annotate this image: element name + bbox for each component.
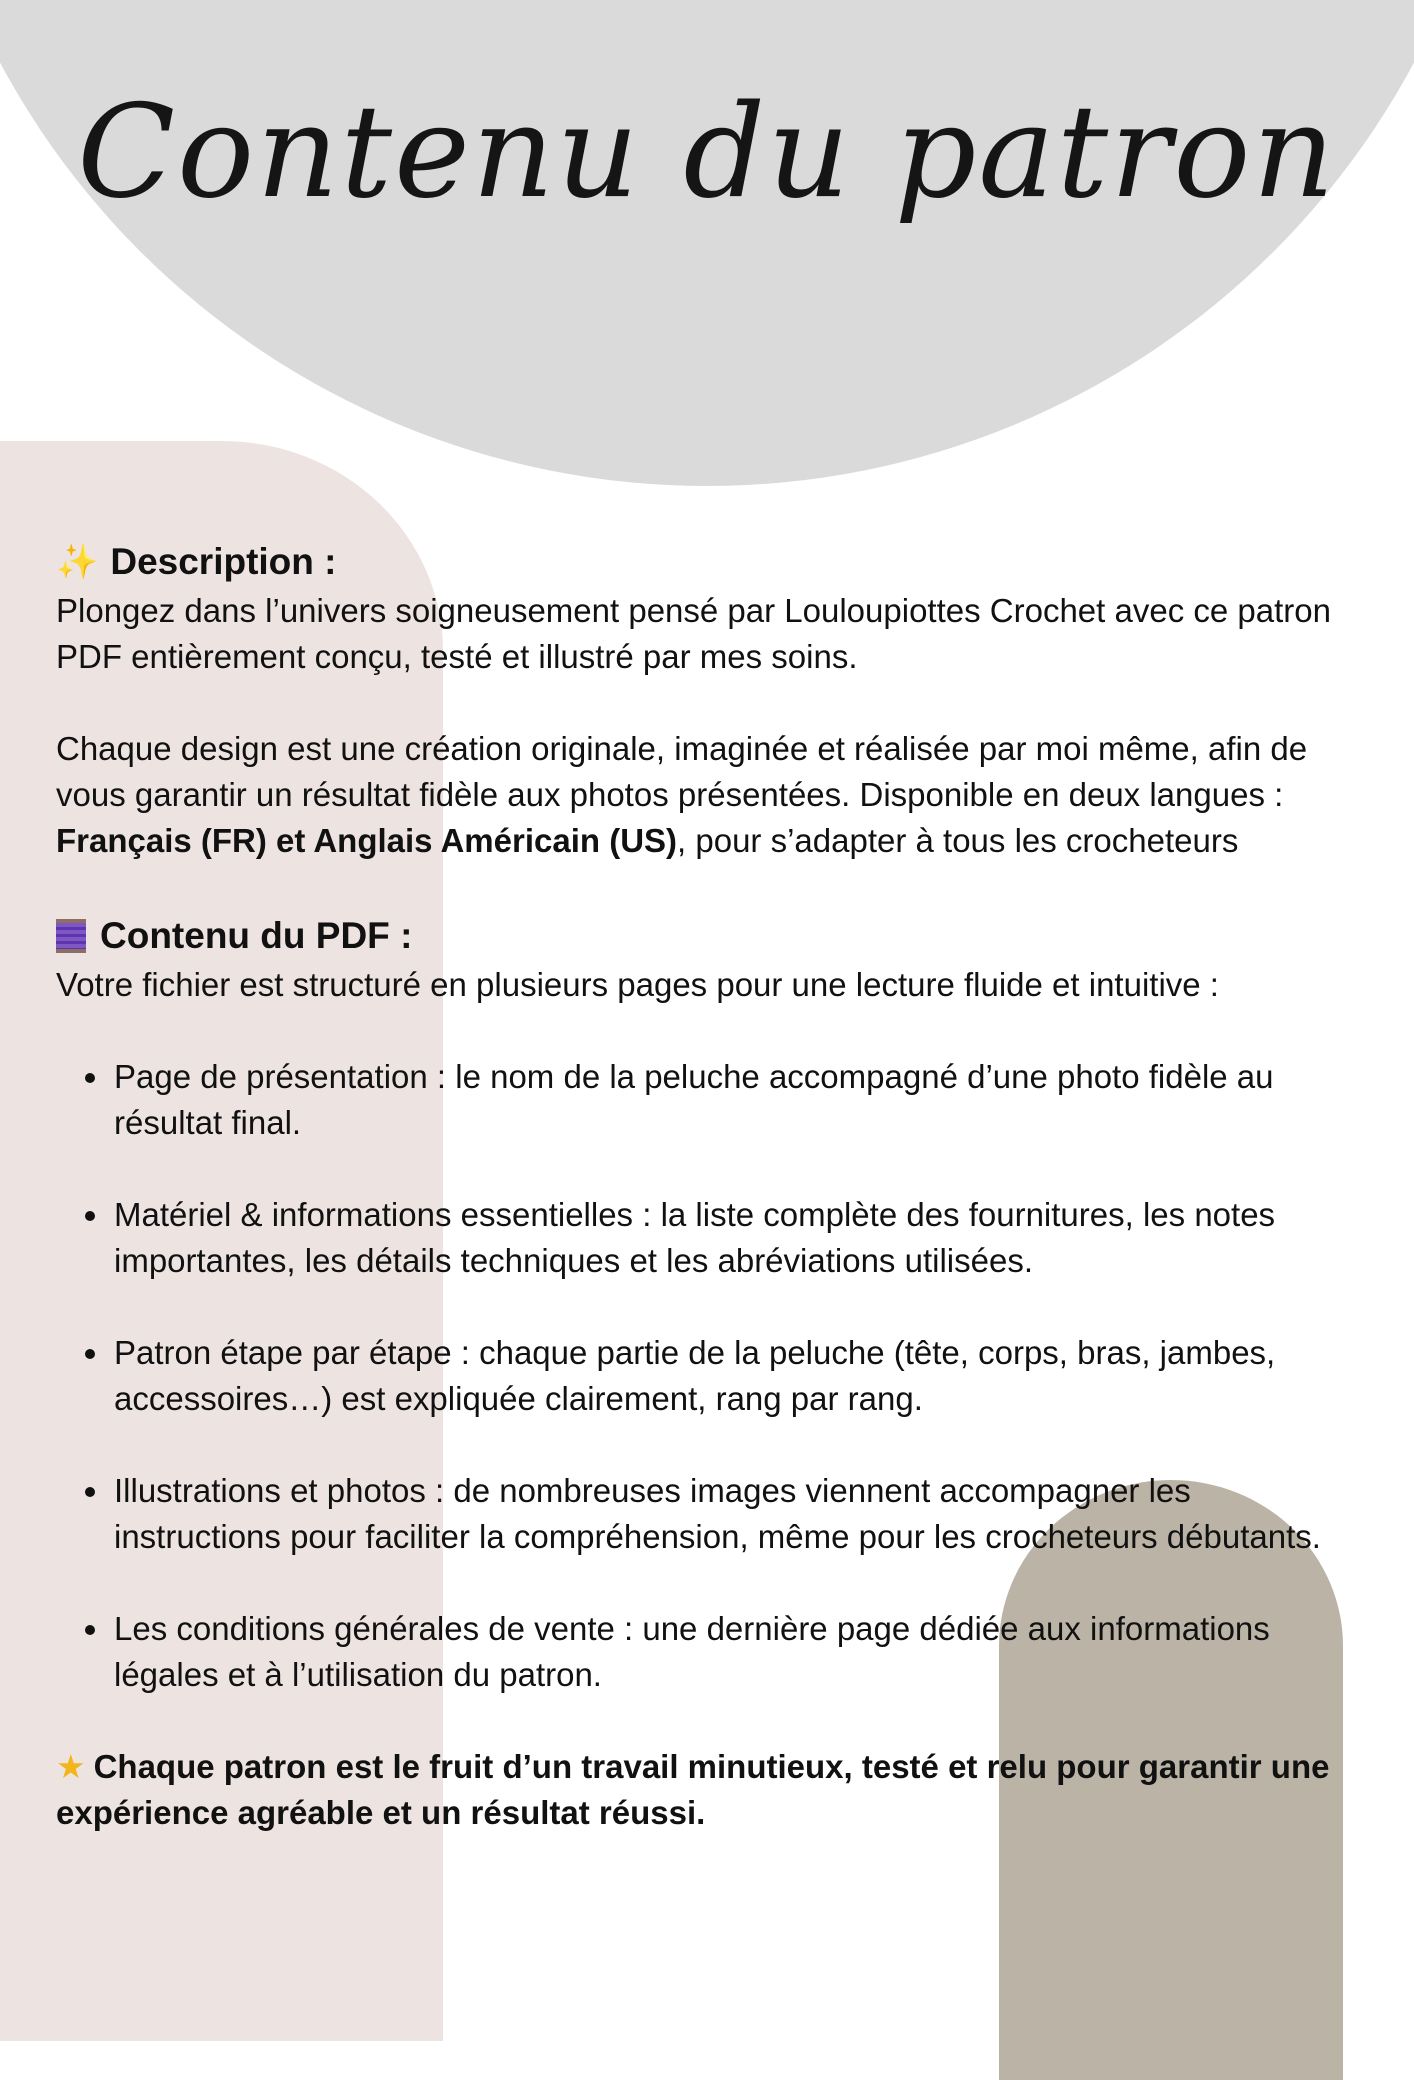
list-item: • Les conditions générales de vente : une dernière page dédiée aux informations légales et à l’utilisation du patron. xyxy=(112,1606,1356,1698)
pdf-content-intro: Votre fichier est structuré en plusieurs pages pour une lecture fluide et intuitive : xyxy=(56,966,1219,1003)
thread-spool-icon xyxy=(56,919,86,953)
description-paragraph-2-end: , pour s’adapter à tous les crocheteurs xyxy=(677,822,1239,859)
closing-statement xyxy=(56,1744,1356,1836)
page-title: Contenu du patron xyxy=(77,78,1337,227)
star-icon: ★ xyxy=(56,1748,86,1785)
main-content xyxy=(56,536,1356,1836)
description-paragraph-2 xyxy=(56,726,1356,864)
closing-text: Chaque patron est le fruit d’un travail minutieux, testé et relu pour garantir une expérience agréable et un résultat réussi. xyxy=(56,1748,1330,1831)
list-item: • Page de présentation : le nom de la peluche accompagné d’une photo fidèle au résultat final. xyxy=(112,1054,1356,1146)
list-item: • Patron étape par étape : chaque partie de la peluche (tête, corps, bras, jambes, accessoires…) est expliquée clairement, rang par rang. xyxy=(112,1330,1356,1422)
description-heading xyxy=(56,536,1356,588)
sparkles-icon: ✨ xyxy=(56,543,99,581)
list-item: • Matériel & informations essentielles : la liste complète des fournitures, les notes importantes, les détails techniques et les abréviations utilisées. xyxy=(112,1192,1356,1284)
pdf-content-heading xyxy=(56,910,1356,962)
languages-bold-text: Français (FR) et Anglais Américain (US) xyxy=(56,822,678,859)
description-paragraph-1: Plongez dans l’univers soigneusement pensé par Louloupiottes Crochet avec ce patron PDF entièrement conçu, testé et illustré par mes soins. xyxy=(56,592,1331,675)
pdf-content-list xyxy=(56,1054,1356,1698)
list-item: • Illustrations et photos : de nombreuses images viennent accompagner les instructions pour faciliter la compréhension, même pour les crocheteurs débutants. xyxy=(112,1468,1356,1560)
description-paragraph-2-start: Chaque design est une création originale, imaginée et réalisée par moi même, afin de vous garantir un résultat fidèle aux photos présentées. Disponible en deux langues : xyxy=(56,730,1308,813)
pdf-content-heading-label: Contenu du PDF : xyxy=(100,915,413,956)
description-heading-label: Description : xyxy=(110,541,337,582)
top-decorative-circle xyxy=(0,0,1414,486)
